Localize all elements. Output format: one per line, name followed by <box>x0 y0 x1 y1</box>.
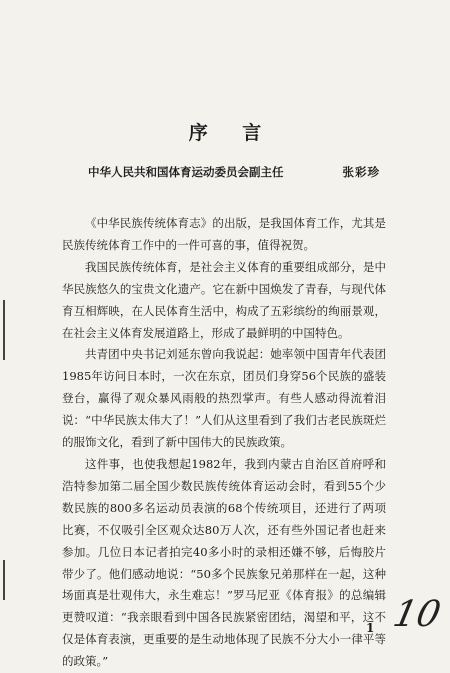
paragraph: 《中华民族传统体育志》的出版，是我国体育工作，尤其是民族传统体育工作中的一件可喜的事，值得祝贺。 <box>62 216 386 252</box>
page-number: 1 <box>366 621 375 635</box>
page-title: 序 言 <box>188 122 276 144</box>
author-position: 中华人民共和国体育运动委员会副主任 <box>88 165 284 179</box>
paragraph: 我国民族传统体育，是社会主义体育的重要组成部分，是中华民族悠久的宝贵文化遗产。它在新中国焕发了青春，与现代体育互相辉映，在人民体育生活中，构成了五彩缤纷的绚丽景观，在社会主义体育发展道路上，形成了最鲜明的中国特色。 <box>62 259 386 340</box>
scan-edge-mark <box>3 300 5 360</box>
paragraph: 共青团中央书记刘延东曾向我说起：她率领中国青年代表团1985年访问日本时，一次在东京，团员们身穿56个民族的盛装登台，赢得了观众暴风雨般的热烈掌声。有些人感动得流着泪说：“中华民族太伟大了！”人们从这里看到了我们古老民族斑烂的服饰文化，看到了新中国伟大的民族政策。 <box>62 347 386 450</box>
paragraph: 这件事，也使我想起1982年，我到内蒙古自治区首府呼和浩特参加第二届全国少数民族传统体育运动会时，看到55个少数民族的800多名运动员表演的68个传统项目，还进行了两项比赛，不仅吸引全区观众达80万人次，还有些外国记者也赶来参加。几位日本记者拍完40多小时的录相还嫌不够，后悔胶片带少了。他们感动地说：“50多个民族象兄弟那样在一起，这种场面真是壮观伟大，永生难忘！”罗马尼亚《体育报》的总编辑更赞叹道：“我亲眼看到中国各民族紧密团结，渴望和平，这不仅是体育表演，更重要的是生动地体现了民族不分大小一律平等的政策。” <box>62 456 386 669</box>
author-byline <box>88 164 380 180</box>
body-text <box>62 213 386 673</box>
scan-edge-mark <box>3 560 5 600</box>
handwritten-annotation: 10 <box>389 594 445 635</box>
author-name: 张彩珍 <box>342 165 380 179</box>
